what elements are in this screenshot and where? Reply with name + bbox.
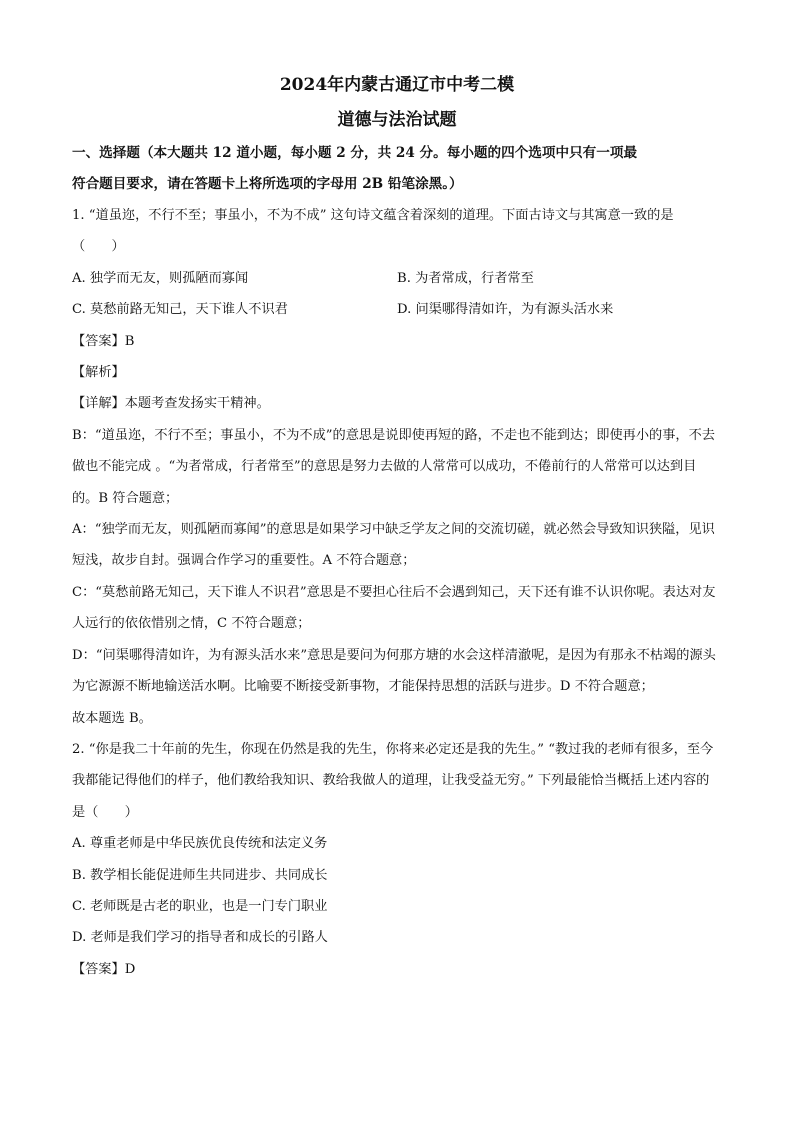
q1-options-row-1 (72, 263, 722, 294)
section-heading-line-1: 一、选择题（本大题共 12 道小题，每小题 2 分，共 24 分。每小题的四个选项中只有一项最 (72, 145, 638, 161)
section-heading-line-2: 符合题目要求，请在答题卡上将所选项的字母用 2B 铅笔涂黑。） (72, 176, 463, 192)
page-title: 2024年内蒙古通辽市中考二模 (279, 75, 515, 95)
q1-detail-tag: 【详解】 (72, 396, 125, 412)
q2-option-b: B. 教学相长能促进师生共同进步、共同成长 (72, 867, 328, 883)
q1-analysis-tag: 【解析】 (72, 365, 125, 381)
q1-options-row-2 (72, 294, 722, 325)
q1-conclusion: 故本题选 B。 (72, 710, 152, 726)
question-2 (72, 734, 722, 985)
q2-answer (72, 954, 722, 985)
q1-answer-tag: 【答案】 (72, 333, 125, 349)
q1-explanation-c: C：“莫愁前路无知己，天下谁人不识君”意思是不要担心往后不会遇到知己，天下还有谁不认识你呢。表达对友人远行的依依惜别之情，C 不符合题意； (72, 584, 716, 632)
q2-option-a: A. 尊重老师是中华民族优良传统和法定义务 (72, 836, 328, 852)
q1-detail (72, 388, 722, 419)
q1-explanation-b: B：“道虽迩，不行不至；事虽小，不为不成”的意思是说即使再短的路，不走也不能到达；即使再小的事，不去做也不能完成 。“为者常成，行者常至”的意思是努力去做的人常常可以成功，不倦前行的人常常可以达到目的。B 符合题意； (72, 427, 715, 506)
q1-stem-line-1: 1. “道虽迩，不行不至；事虽小，不为不成” 这句诗文蕴含着深刻的道理。下面古诗文与其寓意一致的是 (72, 208, 674, 223)
q1-answer-value: B (124, 333, 135, 349)
question-1 (72, 200, 722, 734)
q2-answer-tag: 【答案】 (72, 961, 125, 977)
q1-option-c: C. 莫愁前路无知己，天下谁人不识君 (72, 302, 288, 318)
q1-option-d: D. 问渠哪得清如许，为有源头活水来 (397, 302, 614, 318)
q1-explanation-d: D：“问渠哪得清如许，为有源头活水来”意思是要问为何那方塘的水会这样清澈呢，是因为有那永不枯竭的源头为它源源不断地输送活水啊。比喻要不断接受新事物，才能保持思想的活跃与进步。D 不符合题意； (72, 647, 716, 695)
q1-explanation-a: A：“独学而无友，则孤陋而寡闻”的意思是如果学习中缺乏学友之间的交流切磋，就必然会导致知识狭隘，见识短浅，故步自封。强调合作学习的重要性。A 不符合题意； (72, 522, 715, 569)
q2-stem: 2. “你是我二十年前的先生，你现在仍然是我的先生，你将来必定还是我的先生。” “教过我的老师有很多，至今我都能记得他们的样子，他们教给我知识、教给我做人的道理，让我受益无穷。” 下列最能恰当概括上述内容的是（ ） (72, 741, 714, 820)
q1-detail-text: 本题考查发扬实干精神。 (124, 396, 270, 412)
q2-option-c: C. 老师既是古老的职业，也是一门专门职业 (72, 898, 328, 914)
q2-option-d: D. 老师是我们学习的指导者和成长的引路人 (72, 930, 328, 946)
q1-answer (72, 326, 722, 357)
q2-answer-value: D (124, 961, 136, 977)
q1-option-b: B. 为者常成，行者常至 (397, 270, 534, 286)
q1-option-a: A. 独学而无友，则孤陋而寡闻 (72, 270, 249, 286)
page-subtitle: 道德与法治试题 (337, 110, 457, 130)
q1-stem-line-2: （ ） (72, 239, 125, 255)
